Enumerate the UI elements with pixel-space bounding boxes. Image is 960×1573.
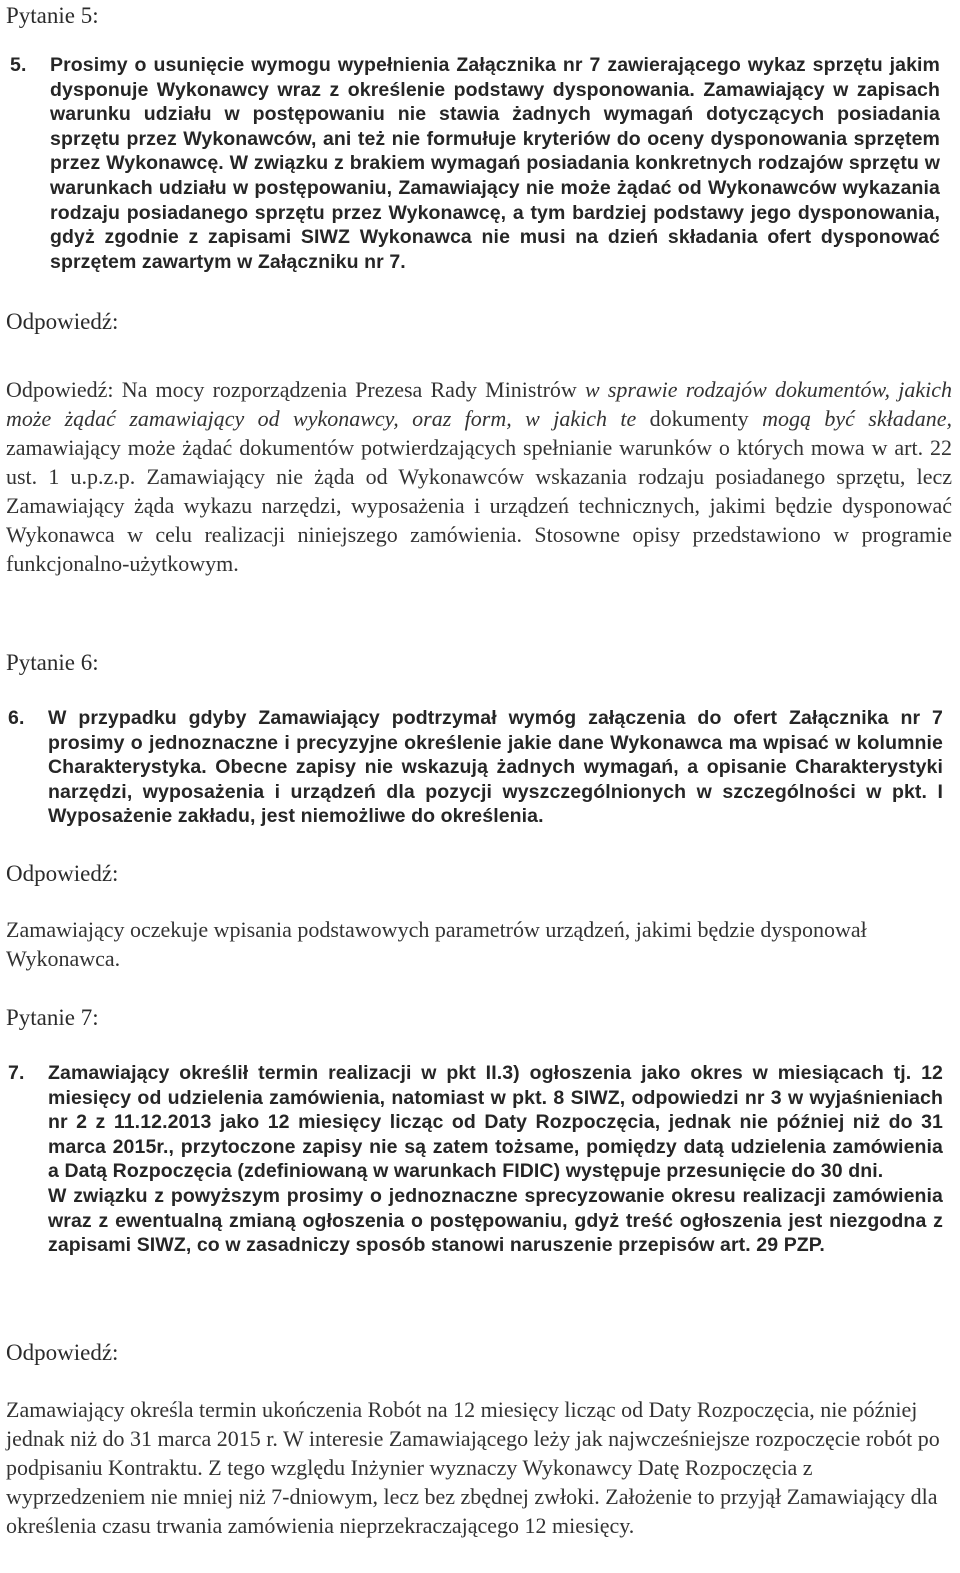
question-7-scanned-text — [8, 1061, 943, 1258]
question-6-number: 6. — [8, 707, 25, 729]
question-7-answer-text: Zamawiający określa termin ukończenia Robót na 12 miesięcy licząc od Daty Rozpoczęcia, nie później jednak niż do 31 marca 2015 r. W interesie Zamawiającego leży jak najwcześniejsze rozpoczęcie robót po podpisaniu Kontraktu. Z tego względu Inżynier wyznaczy Wykonawcy Datę Rozpoczęcia z wyprzedzeniem nie mniej niż 7-dniowym, lecz bez zbędnej zwłoki. Założenie to przyjął Zamawiający dla określenia czasu trwania zamówienia nieprzekraczającego 12 miesięcy. — [6, 1397, 940, 1538]
answer-5-lead: Odpowiedź: Na mocy rozporządzenia Prezesa Rady Ministrów — [6, 377, 585, 402]
answer-5-italic-1: w sprawie rodzajów dokumentów, jakich może żądać zamawiający od wykonawcy, oraz form, w jakich te — [6, 377, 952, 431]
question-5-heading: Pytanie 5: — [6, 3, 99, 28]
question-7-heading: Pytanie 7: — [6, 1005, 99, 1030]
question-5-body: Prosimy o usunięcie wymogu wypełnienia Załącznika nr 7 zawierającego wykaz sprzętu jakim dysponuje Wykonawcy wraz z określenie podstawy dysponowania. Zamawiający w zapisach warunku udziału w postępowaniu nie stawia żadnych wymagań dotyczących posiadania sprzętu przez Wykonawców, ani też nie formułuje kryteriów do oceny dysponowania sprzętem przez Wykonawcę. W związku z brakiem wymagań posiadania konkretnych rodzajów sprzętu w warunkach udziału w postępowaniu, Zamawiający nie może żądać od Wykonawców wykazania rodzaju posiadanego sprzętu przez Wykonawcę, a tym bardziej podstawy jego dysponowania, gdyż zgodnie z zapisami SIWZ Wykonawca nie musi na dzień składania ofert dysponować sprzętem zawartym w Załączniku nr 7. — [50, 54, 940, 273]
question-7-body-1: Zamawiający określił termin realizacji w pkt II.3) ogłoszenia jako okres w miesiącach tj. 12 miesięcy od udzielenia zamówienia, natomiast w pkt. 8 SIWZ, odpowiedzi nr 3 w wyjaśnieniach nr 2 z 11.12.2013 jako 12 miesięcy licząc od Daty Rozpoczęcia, jednak nie później niż do 31 marca 2015r., przytoczone zapisy nie są zatem tożsame, pomiędzy datą udzielenia zamówienia a Datą Rozpoczęcia (zdefiniowaną w warunkach FIDIC) występuje przesunięcie do 30 dni. — [48, 1062, 943, 1183]
question-5-answer-heading: Odpowiedź: — [6, 309, 119, 334]
question-7-number: 7. — [8, 1062, 25, 1084]
question-5-number: 5. — [10, 54, 27, 76]
answer-5-rest: zamawiający może żądać dokumentów potwierdzających spełnianie warunków o których mowa w art. 22 ust. 1 u.p.z.p. Zamawiający nie żąda od Wykonawców wskazania rodzaju posiadanego sprzętu, lecz Zamawiający żąda wykazu narzędzi, wyposażenia i urządzeń technicznych, jakimi będzie dysponować Wykonawca w celu realizacji niniejszego zamówienia. Stosowne opisy przedstawiono w programie funkcjonalno-użytkowym. — [6, 435, 952, 576]
question-5-scanned-text — [10, 53, 940, 274]
answer-5-mid: dokumenty — [636, 406, 763, 431]
question-6-answer-heading: Odpowiedź: — [6, 861, 119, 886]
question-7-body-2: W związku z powyższym prosimy o jednoznaczne sprecyzowanie okresu realizacji zamówienia wraz z ewentualną zmianą ogłoszenia o postępowaniu, gdyż treść ogłoszenia jest niezgodna z zapisami SIWZ, co w zasadniczy sposób stanowi naruszenie przepisów art. 29 PZP. — [48, 1184, 943, 1257]
question-5-answer-text — [6, 375, 952, 578]
question-6-scanned-text — [8, 706, 943, 829]
question-6-body: W przypadku gdyby Zamawiający podtrzymał wymóg załączenia do ofert Załącznika nr 7 prosimy o jednoznaczne i precyzyjne określenie jakie dane Wykonawca ma wpisać w kolumnie Charakterystyka. Obecne zapisy nie wskazują żadnych wymagań, a opisanie Charakterystyki narzędzi, wyposażenia i urządzeń dla pozycji wyszczególnionych w szczególności w pkt. I Wyposażenie zakładu, jest niemożliwe do określenia. — [48, 707, 943, 828]
answer-5-italic-2: mogą być składane, — [762, 406, 952, 431]
question-6-heading: Pytanie 6: — [6, 650, 99, 675]
question-6-answer-text: Zamawiający oczekuje wpisania podstawowych parametrów urządzeń, jakimi będzie dysponował Wykonawca. — [6, 917, 867, 971]
question-7-answer-heading: Odpowiedź: — [6, 1340, 119, 1365]
